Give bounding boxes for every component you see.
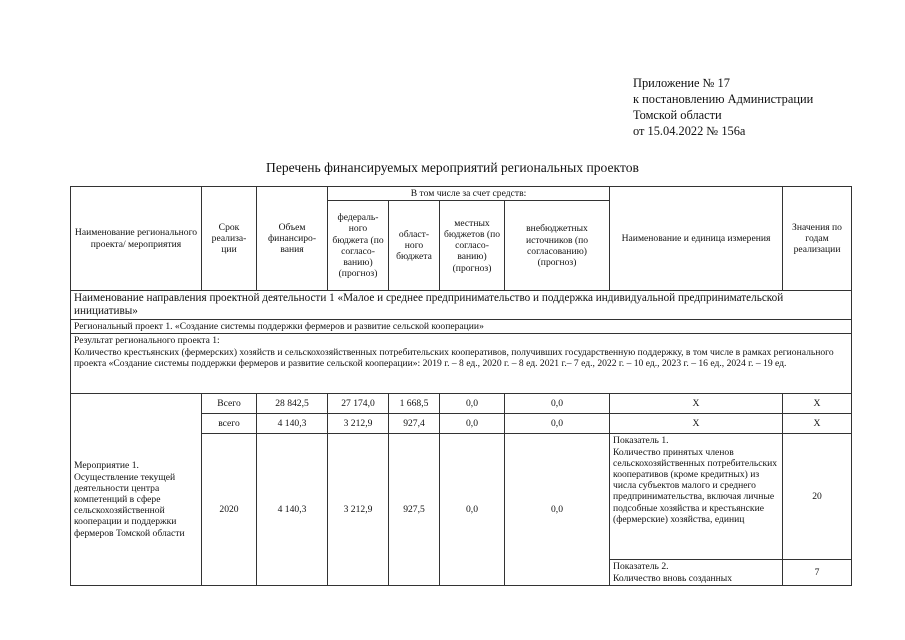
total-indicator: X	[610, 394, 783, 414]
total-offbudget: 0,0	[505, 394, 610, 414]
measure-total-regional: 927,4	[389, 414, 440, 434]
measure-name	[71, 394, 202, 585]
measure-total-value: X	[783, 414, 852, 434]
header-incl: В том числе за счет средств:	[328, 187, 610, 201]
year-federal: 3 212,9	[328, 434, 389, 585]
measure-name-text: Мероприятие 1. Осуществление текущей деятельности центра компетенций в сфере сельскохозяйственной кооперации и поддержки фермеров Томской области	[74, 460, 185, 539]
project-row	[71, 320, 852, 334]
total-row	[71, 394, 852, 414]
year-regional: 927,5	[389, 434, 440, 585]
year-local: 0,0	[440, 434, 505, 585]
document-title: Перечень финансируемых мероприятий региональных проектов	[266, 160, 639, 175]
header-local: местных бюджетов (по согласо-ванию) (прогноз)	[440, 201, 505, 291]
appendix-date: от 15.04.2022 № 156а	[633, 124, 746, 138]
appendix-header	[633, 75, 863, 139]
indicator-2	[610, 560, 783, 585]
year-offbudget: 0,0	[505, 434, 610, 585]
total-regional: 1 668,5	[389, 394, 440, 414]
indicator-2-text: Количество вновь созданных	[613, 572, 733, 584]
header-name: Наименование регионального проекта/ мероприятия	[71, 187, 202, 291]
total-volume: 28 842,5	[257, 394, 328, 414]
measure-total-volume: 4 140,3	[257, 414, 328, 434]
header-volume: Объем финансиро-вания	[257, 187, 328, 291]
total-local: 0,0	[440, 394, 505, 414]
header-federal: федераль-ного бюджета (по согласо-ванию) (прогноз)	[328, 201, 389, 291]
indicator-1	[610, 434, 783, 560]
year-volume: 4 140,3	[257, 434, 328, 585]
indicator-1-text: Количество принятых членов сельскохозяйственных потребительских кооперативов (кроме кредитных) из числа субъектов малого и среднего предпринимательства, включая личные подсобные хозяйства и крестьянские (фермерские) хозяйства, единиц	[613, 446, 778, 525]
measure-total-period: всего	[202, 414, 257, 434]
measure-total-indicator: X	[610, 414, 783, 434]
appendix-number: Приложение № 17	[633, 76, 730, 90]
result-row	[71, 334, 852, 394]
total-period: Всего	[202, 394, 257, 414]
result-text: Количество крестьянских (фермерских) хозяйств и сельскохозяйственных потребительских кооперативов, получивших государственную поддержку, в том числе в рамках регионального проекта «Создание системы поддержки фермеров и развитие сельской кооперации»: 2019 г. – 8 ед., 2020 г. – 8 ед. 2021 г.– 7 ед., 2022 г. – 10 ед., 2023 г. – 16 ед., 2024 г. – 19 ед.	[74, 346, 834, 369]
measure-total-local: 0,0	[440, 414, 505, 434]
indicator-1-value: 20	[783, 434, 852, 560]
result-cell	[71, 334, 852, 394]
total-federal: 27 174,0	[328, 394, 389, 414]
appendix-decree: к постановлению Администрации	[633, 92, 814, 106]
appendix-region: Томской области	[633, 108, 722, 122]
indicator-2-title: Показатель 2.	[613, 561, 669, 573]
header-indicator: Наименование и единица измерения	[610, 187, 783, 291]
direction-row	[71, 291, 852, 320]
header-row-1	[71, 187, 852, 201]
direction-text: Наименование направления проектной деятельности 1 «Малое и среднее предпринимательство и поддержка индивидуальной предпринимательской инициативы»	[71, 291, 852, 320]
project-text: Региональный проект 1. «Создание системы поддержки фермеров и развитие сельской кооперации»	[71, 320, 852, 334]
measure-total-federal: 3 212,9	[328, 414, 389, 434]
header-offbudget: внебюджетных источников (по согласованию) (прогноз)	[505, 201, 610, 291]
header-regional: област-ного бюджета	[389, 201, 440, 291]
indicator-1-title: Показатель 1.	[613, 435, 669, 447]
year-period: 2020	[202, 434, 257, 585]
result-label: Результат регионального проекта 1:	[74, 335, 220, 347]
header-period: Срок реализа-ции	[202, 187, 257, 291]
indicator-2-value: 7	[783, 560, 852, 585]
total-value: X	[783, 394, 852, 414]
financing-table	[70, 186, 852, 586]
header-values: Значения по годам реализации	[783, 187, 852, 291]
measure-total-offbudget: 0,0	[505, 414, 610, 434]
